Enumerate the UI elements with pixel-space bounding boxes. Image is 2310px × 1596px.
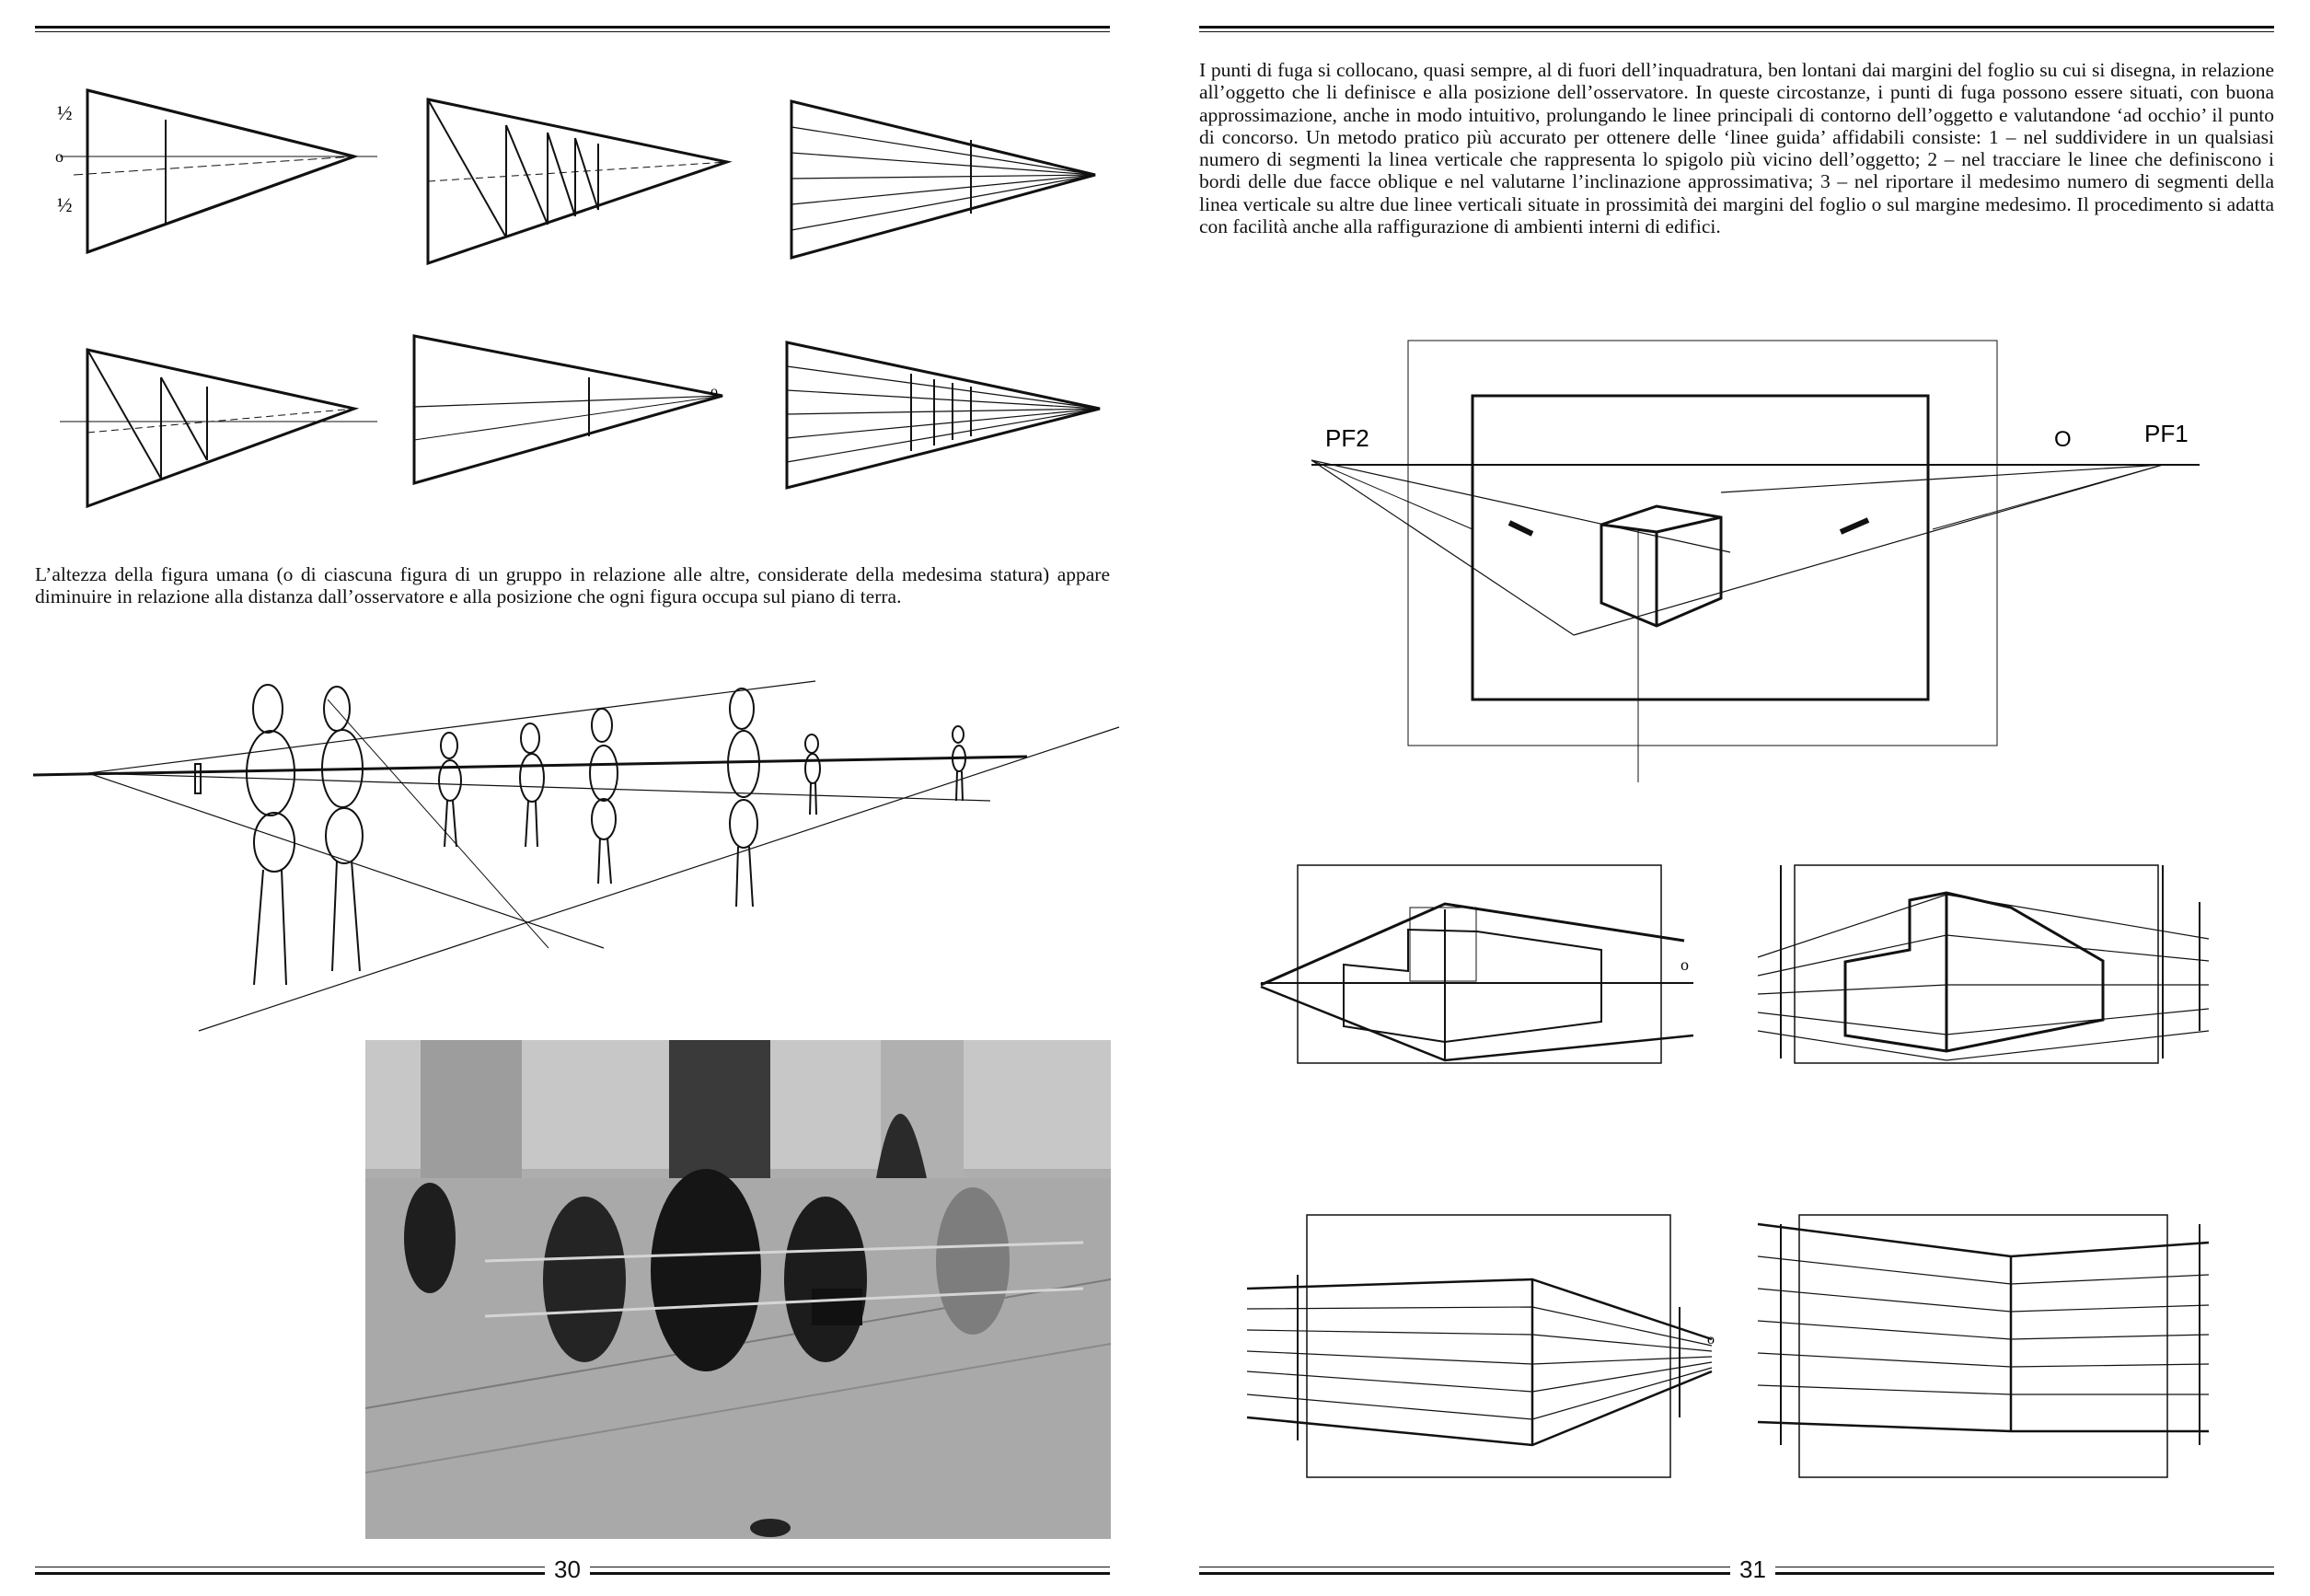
- top-rule-right: [1199, 26, 2274, 29]
- human-figures-diagram: [33, 672, 1119, 1031]
- top-rule-left-thin: [35, 31, 1110, 32]
- diagram-measures: [414, 336, 722, 483]
- left-paragraph: L’altezza della figura umana (o di ciascuna figura di un gruppo in relazione alle altre, considerate della medesima statura) appare diminuire in relazione alla distanza dall’osservatore e alla posizione che ogni figura occupa sul piano di terra.: [35, 563, 1110, 608]
- page-number-right: 31: [1730, 1556, 1775, 1583]
- observer-label: o: [55, 147, 64, 166]
- right-paragraph: I punti di fuga si collocano, quasi sempre, al di fuori dell’inquadratura, ben lontani dai margini del foglio su cui si disegna, in relazione all’oggetto che li definisce e alla posizione dell’osservatore. In queste circostanze, i punti di fuga possono essere situati, con buona approssimazione, anche in modo intuitivo, prolungando le linee principali di contorno dell’oggetto e valutandone ‘ad occhio’ il punto di concorso. Un metodo pratico più accurato per ottenere delle ‘linee guida’ affidabili consiste: 1 – nel suddividere in un qualsiasi numero di segmenti la linea verticale che rappresenta lo spigolo più vicino dell’oggetto; 2 – nel tracciare le linee che definiscono i bordi delle due facce oblique e nel valutarne l’inclinazione approssimativa; 3 – nel riportare il medesimo numero di segmenti della linea verticale su altre due linee verticali situate in prossimità dei margini del foglio o sul margine medesimo. Il procedimento si adatta con facilità anche alla raffigurazione di ambienti interni di edifici.: [1199, 59, 2274, 238]
- figure-5: [590, 709, 618, 884]
- vanishing-points-sketch: [1288, 331, 2209, 792]
- diagram-grid: [787, 342, 1100, 488]
- observer-mark: o: [710, 384, 718, 399]
- figure-6: [728, 688, 759, 907]
- top-rule-left: [35, 26, 1110, 29]
- half-label-top: ½: [57, 101, 73, 124]
- diagram-halves: [60, 90, 377, 252]
- room-sketch-right: [1749, 1206, 2227, 1482]
- block-sketch-left: [1261, 847, 1703, 1086]
- figure-4: [520, 723, 544, 847]
- figure-8: [953, 726, 965, 801]
- top-rule-right-thin: [1199, 31, 2274, 32]
- diagram-diagonals: [428, 99, 727, 263]
- figure-2: [322, 687, 363, 971]
- street-photo-art: [365, 1040, 1111, 1539]
- observer-o-label: O: [2054, 427, 2072, 452]
- diagram-zigzag: [60, 350, 377, 506]
- room-sketch-left: [1247, 1206, 1726, 1482]
- street-photo: [365, 1040, 1111, 1539]
- vp-right-label: PF1: [2144, 420, 2189, 447]
- page-number-left: 30: [545, 1556, 590, 1583]
- half-label-bottom: ½: [57, 193, 73, 216]
- observer-small-o: o: [1681, 955, 1689, 974]
- observer-small-o-2: o: [1707, 1332, 1715, 1347]
- figure-3: [439, 733, 461, 847]
- diagram-divisions: [791, 101, 1095, 258]
- block-sketch-right: [1749, 847, 2227, 1086]
- figure-tiny: [195, 764, 201, 793]
- perspective-diagrams-grid: [28, 74, 1114, 515]
- figure-7: [805, 734, 820, 815]
- vp-left-label: PF2: [1325, 424, 1369, 452]
